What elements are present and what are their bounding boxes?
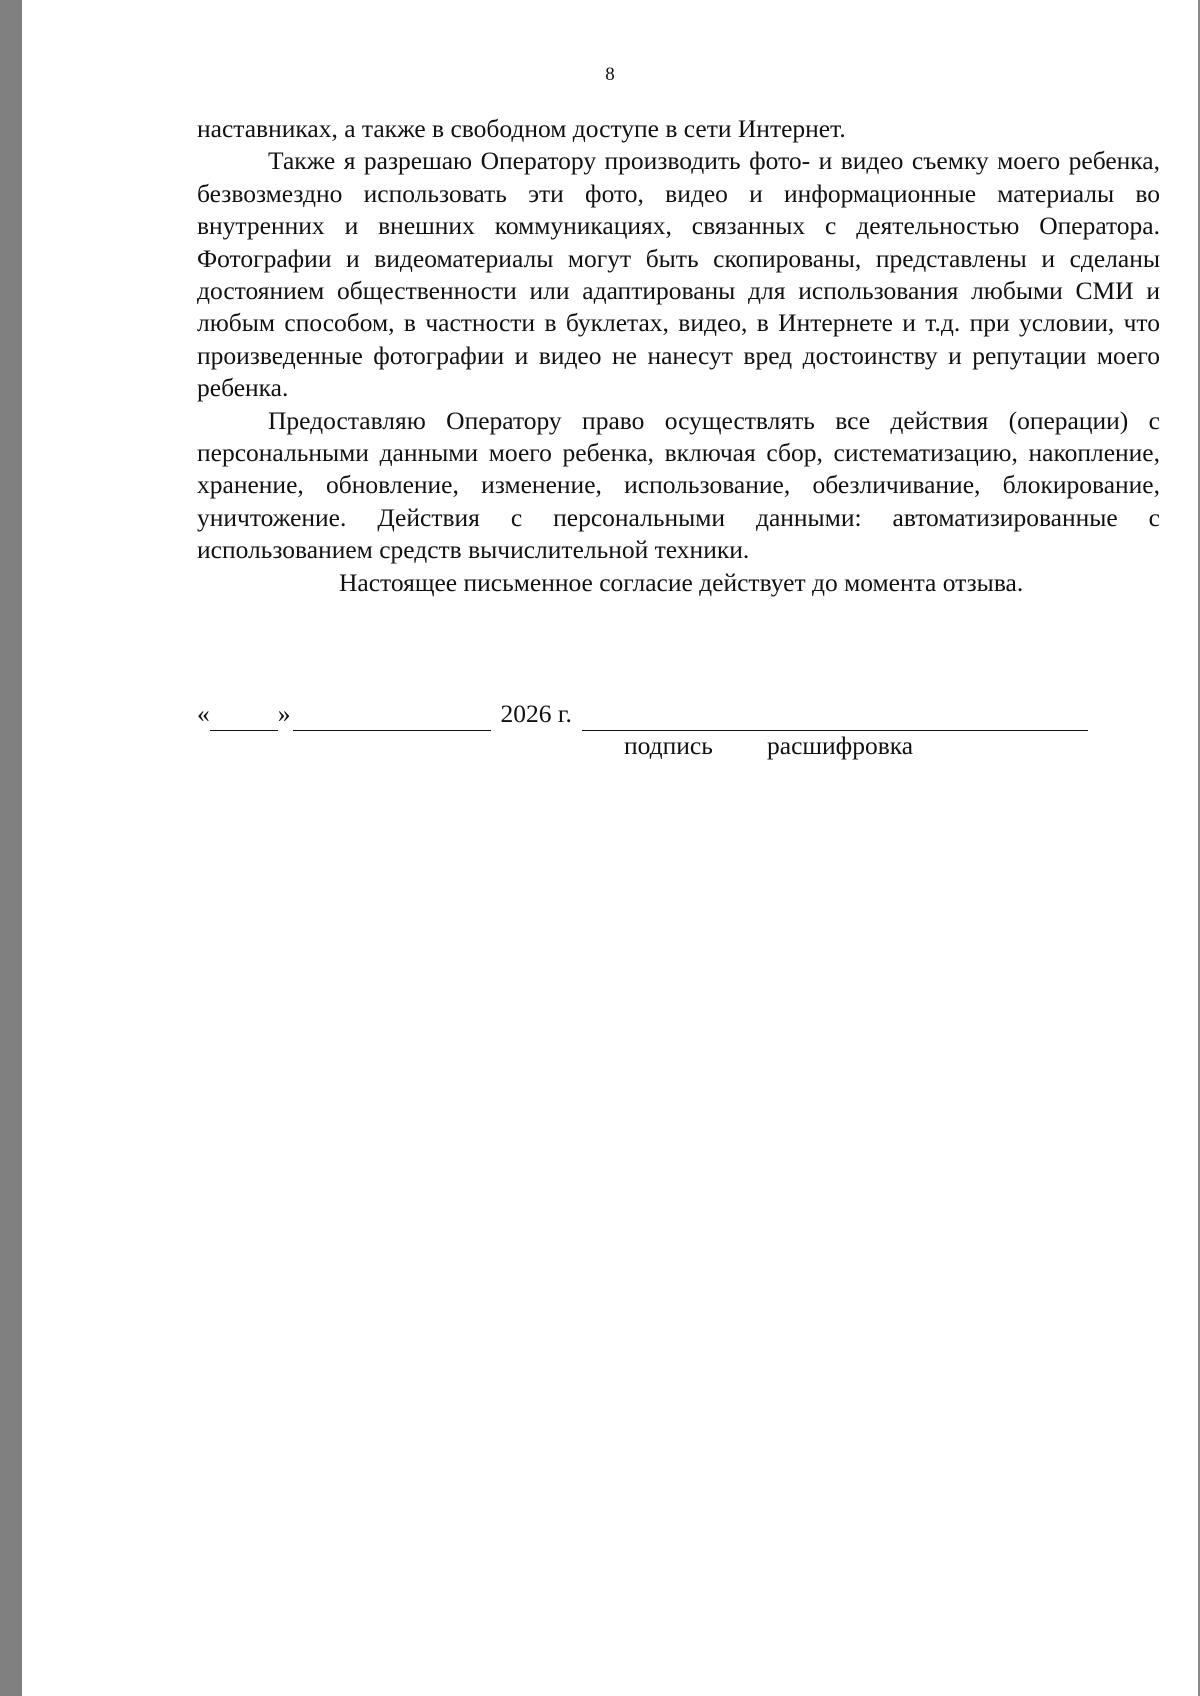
- caption-decoding: расшифровка: [767, 731, 914, 760]
- document-page: [22, 0, 1198, 1696]
- signature-captions: [22, 730, 1198, 762]
- month-blank: [293, 704, 491, 731]
- signature-blank: [582, 704, 1088, 731]
- paragraph-validity: Настоящее письменное согласие действует до момента отзыва.: [339, 567, 1024, 597]
- paragraph-photo-video-consent: Также я разрешаю Оператору производить фото- и видео съемку моего ребенка, безвозмездно использовать эти фото, видео и информационные материалы во внутренних и внешних коммуникациях, связанных с деятельностью Оператора. Фотографии и видеоматериалы могут быть скопированы, представлены и сделаны достоянием общественности или адаптированы для использования любыми СМИ и любым способом, в частности в буклетах, видео, в Интернете и т.д. при условии, что произведенные фотографии и видео не нанесут вред достоинству и репутации моего ребенка.: [197, 146, 1160, 403]
- day-blank: [210, 704, 278, 731]
- paragraph-continuation: наставниках, а также в свободном доступе в сети Интернет.: [197, 114, 846, 143]
- document-body: [197, 113, 1160, 599]
- quote-close: »: [277, 699, 291, 728]
- caption-signature: подпись: [624, 731, 713, 760]
- quote-open: «: [197, 699, 210, 728]
- page-number: 8: [605, 64, 615, 85]
- year-label: 2026 г.: [500, 699, 572, 728]
- paragraph-data-processing: Предоставляю Оператору право осуществлять все действия (операции) с персональными данными моего ребенка, включая сбор, систематизацию, накопление, хранение, обновление, изменение, использование, обезличивание, блокирование, уничтожение. Действия с персональными данными: автоматизированные с использованием средств вычислительной техники.: [197, 405, 1160, 565]
- signature-line: [197, 697, 1127, 731]
- viewer-left-margin: [0, 0, 22, 1696]
